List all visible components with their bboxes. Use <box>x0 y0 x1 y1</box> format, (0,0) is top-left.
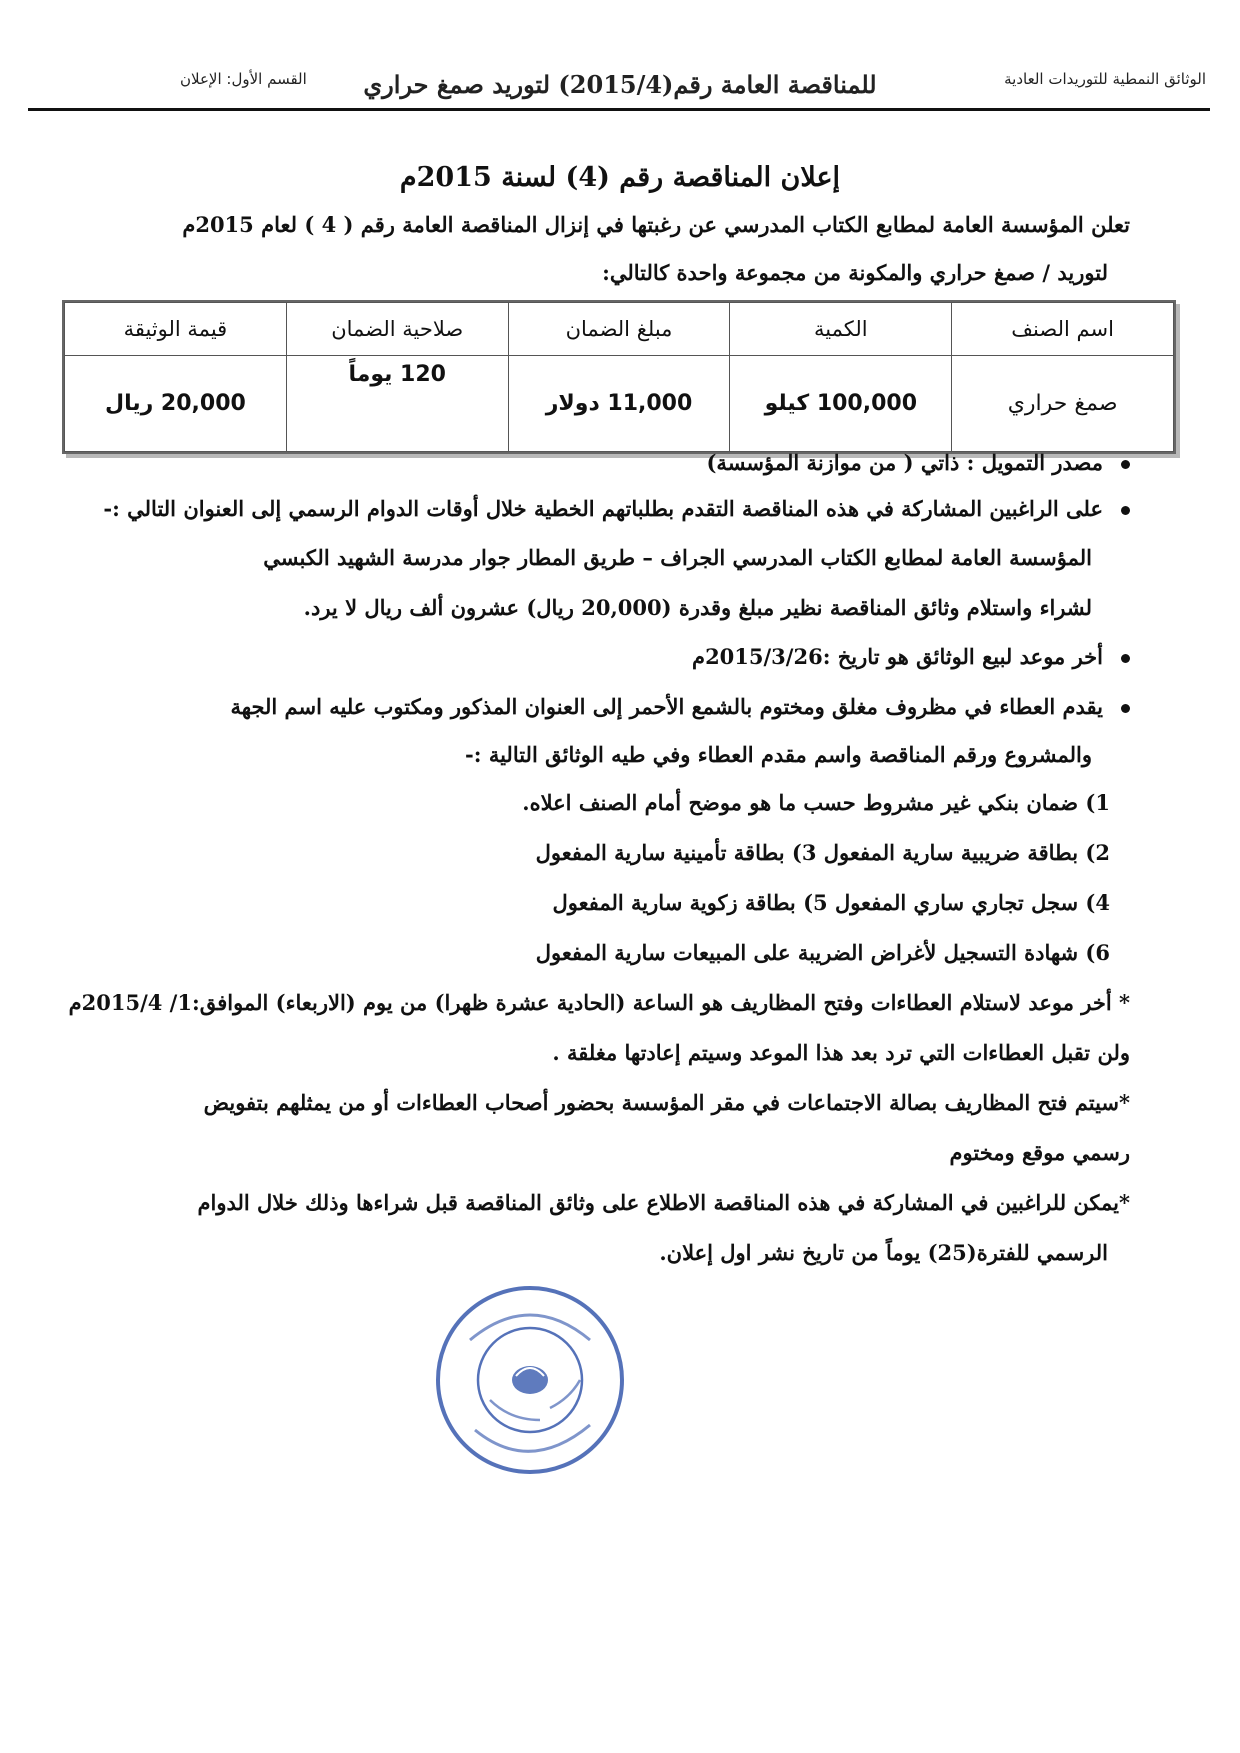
col-item-name: اسم الصنف <box>952 303 1174 356</box>
cell-item-name: صمغ حراري <box>952 356 1174 452</box>
table-header-row <box>65 303 1174 356</box>
document-item-1: 1) ضمان بنكي غير مشروط حسب ما هو موضح أمام الصنف اعلاه. <box>522 790 1110 815</box>
cell-guarantee-validity: 120 يوماً <box>286 356 508 452</box>
bullet-icon <box>1121 506 1130 515</box>
bullet-icon <box>1121 654 1130 663</box>
submission-line-2: والمشروع ورقم المناقصة واسم مقدم العطاء وفي طيه الوثائق التالية :- <box>465 742 1092 767</box>
document-item-3: 4) سجل تجاري ساري المفعول 5) بطاقة زكوية سارية المفعول <box>552 890 1110 915</box>
list-item: مصدر التمويل : ذاتي ( من موازنة المؤسسة) <box>707 450 1131 475</box>
note-opening: *سيتم فتح المظاريف بصالة الاجتماعات في مقر المؤسسة بحضور أصحاب العطاءات أو من يمثلهم بتفويض <box>203 1090 1130 1115</box>
col-guarantee-validity: صلاحية الضمان <box>286 303 508 356</box>
document-item-2: 2) بطاقة ضريبية سارية المفعول 3) بطاقة تأمينية سارية المفعول <box>535 840 1110 865</box>
col-quantity: الكمية <box>730 303 952 356</box>
note-late-bids: ولن تقبل العطاءات التي ترد بعد هذا الموعد وسيتم إعادتها مغلقة . <box>552 1040 1130 1065</box>
col-guarantee-amount: مبلغ الضمان <box>508 303 730 356</box>
note-review-cont: الرسمي للفترة(25) يوماً من تاريخ نشر اول إعلان. <box>659 1240 1108 1265</box>
header-divider <box>28 108 1210 111</box>
note-closing-date: * أخر موعد لاستلام العطاءات وفتح المظاريف هو الساعة (الحادية عشرة ظهرا) من يوم (الاربعاء) الموافق:1/ 2015/4م <box>68 990 1130 1015</box>
note-opening-cont: رسمي موقع ومختوم <box>949 1140 1130 1165</box>
address-line: المؤسسة العامة لمطابع الكتاب المدرسي الجراف – طريق المطار جوار مدرسة الشهيد الكبسي <box>263 545 1092 570</box>
intro-line-2: لتوريد / صمغ حراري والمكونة من مجموعة واحدة كالتالي: <box>602 260 1108 285</box>
bullet-icon <box>1121 460 1130 469</box>
items-table <box>64 302 1174 452</box>
col-document-price: قيمة الوثيقة <box>65 303 287 356</box>
cell-document-price: 20,000 ريال <box>65 356 287 452</box>
note-review: *يمكن للراغبين في المشاركة في هذه المناقصة الاطلاع على وثائق المناقصة قبل شراءها وذلك خلال الدوام <box>197 1190 1130 1215</box>
header-tender-title: للمناقصة العامة رقم(2015/4) لتوريد صمغ حراري <box>363 70 877 99</box>
header-section: القسم الأول: الإعلان <box>180 70 307 88</box>
list-item: على الراغبين المشاركة في هذه المناقصة التقدم بطلباتهم الخطية خلال أوقات الدوام الرسمي إلى العنوان التالي :- <box>103 496 1130 521</box>
official-stamp <box>430 1280 630 1480</box>
cell-quantity: 100,000 كيلو <box>730 356 952 452</box>
intro-line-1: تعلن المؤسسة العامة لمطابع الكتاب المدرسي عن رغبتها في إنزال المناقصة العامة رقم ( 4 ) لعام 2015م <box>182 212 1130 237</box>
page-title: إعلان المناقصة رقم (4) لسنة 2015م <box>399 162 841 193</box>
bullet-icon <box>1121 704 1130 713</box>
items-table-frame <box>62 300 1176 454</box>
cell-guarantee-amount: 11,000 دولار <box>508 356 730 452</box>
table-row <box>65 356 1174 452</box>
header-series: الوثائق النمطية للتوريدات العادية <box>1004 70 1206 88</box>
purchase-line: لشراء واستلام وثائق المناقصة نظير مبلغ وقدرة (20,000 ريال) عشرون ألف ريال لا يرد. <box>303 595 1092 620</box>
list-item: أخر موعد لبيع الوثائق هو تاريخ :2015/3/26م <box>692 644 1130 669</box>
document-item-4: 6) شهادة التسجيل لأغراض الضريبة على المبيعات سارية المفعول <box>535 940 1110 965</box>
list-item: يقدم العطاء في مظروف مغلق ومختوم بالشمع الأحمر إلى العنوان المذكور ومكتوب عليه اسم الجهة <box>231 694 1131 719</box>
